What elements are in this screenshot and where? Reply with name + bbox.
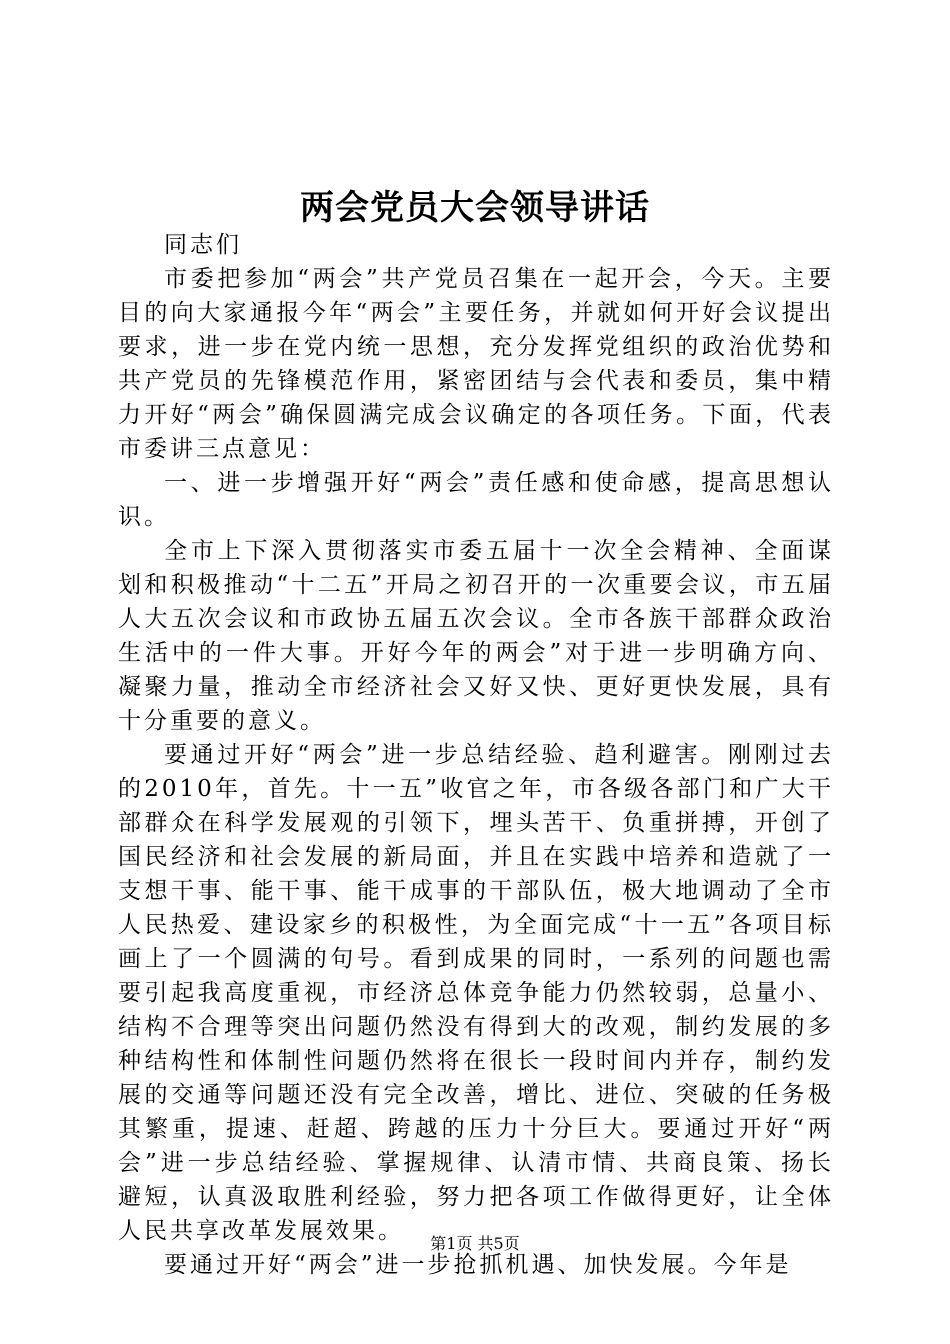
salutation: 同志们 bbox=[164, 232, 242, 258]
page-footer: 第1页 共5页 bbox=[430, 1234, 520, 1253]
document-title: 两会党员大会领导讲话 bbox=[300, 188, 650, 228]
section-heading-1: 一、进一步增强开好“两会”责任感和使命感，提高思想认识。 bbox=[118, 470, 834, 530]
paragraph-seize-opportunity: 要通过开好“两会”进一步抢抓机遇、加快发展。今年是 bbox=[164, 1252, 792, 1278]
paragraph-summary-experience: 要通过开好“两会”进一步总结经验、趋利避害。刚刚过去的2010年，首先。十一五”收官之年，市各级各部门和广大干部群众在科学发展观的引领下，埋头苦干、负重拼搏，开创了国民经济和社会发展的新局面，并且在实践中培养和造就了一支想干事、能干事、能干成事的干部队伍，极大地调动了全市人民热爱、建设家乡的积极性，为全面完成“十一五”各项目标画上了一个圆满的句号。看到成果的同时，一系列的问题也需要引起我高度重视，市经济总体竞争能力仍然较弱，总量小、结构不合理等突出问题仍然没有得到大的改观，制约发展的多种结构性和体制性问题仍然将在很长一段时间内并存，制约发展的交通等问题还没有完全改善，增比、进位、突破的任务极其繁重，提速、赶超、跨越的压力十分巨大。要通过开好“两会”进一步总结经验、掌握规律、认清市情、共商良策、扬长避短，认真汲取胜利经验，努力把各项工作做得更好，让全体人民共享改革发展效果。 bbox=[118, 742, 834, 1244]
document-body bbox=[118, 228, 834, 1282]
paragraph-intro: 市委把参加“两会”共产党员召集在一起开会，今天。主要目的向大家通报今年“两会”主要任务，并就如何开好会议提出要求，进一步在党内统一思想，充分发挥党组织的政治优势和共产党员的先锋模范作用，紧密团结与会代表和委员，集中精力开好“两会”确保圆满完成会议确定的各项任务。下面，代表市委讲三点意见： bbox=[118, 266, 834, 462]
paragraph-significance: 全市上下深入贯彻落实市委五届十一次全会精神、全面谋划和积极推动“十二五”开局之初召开的一次重要会议，市五届人大五次会议和市政协五届五次会议。全市各族干部群众政治生活中的一件大事。开好今年的两会”对于进一步明确方向、凝聚力量，推动全市经济社会又好又快、更好更快发展，具有十分重要的意义。 bbox=[118, 538, 834, 734]
